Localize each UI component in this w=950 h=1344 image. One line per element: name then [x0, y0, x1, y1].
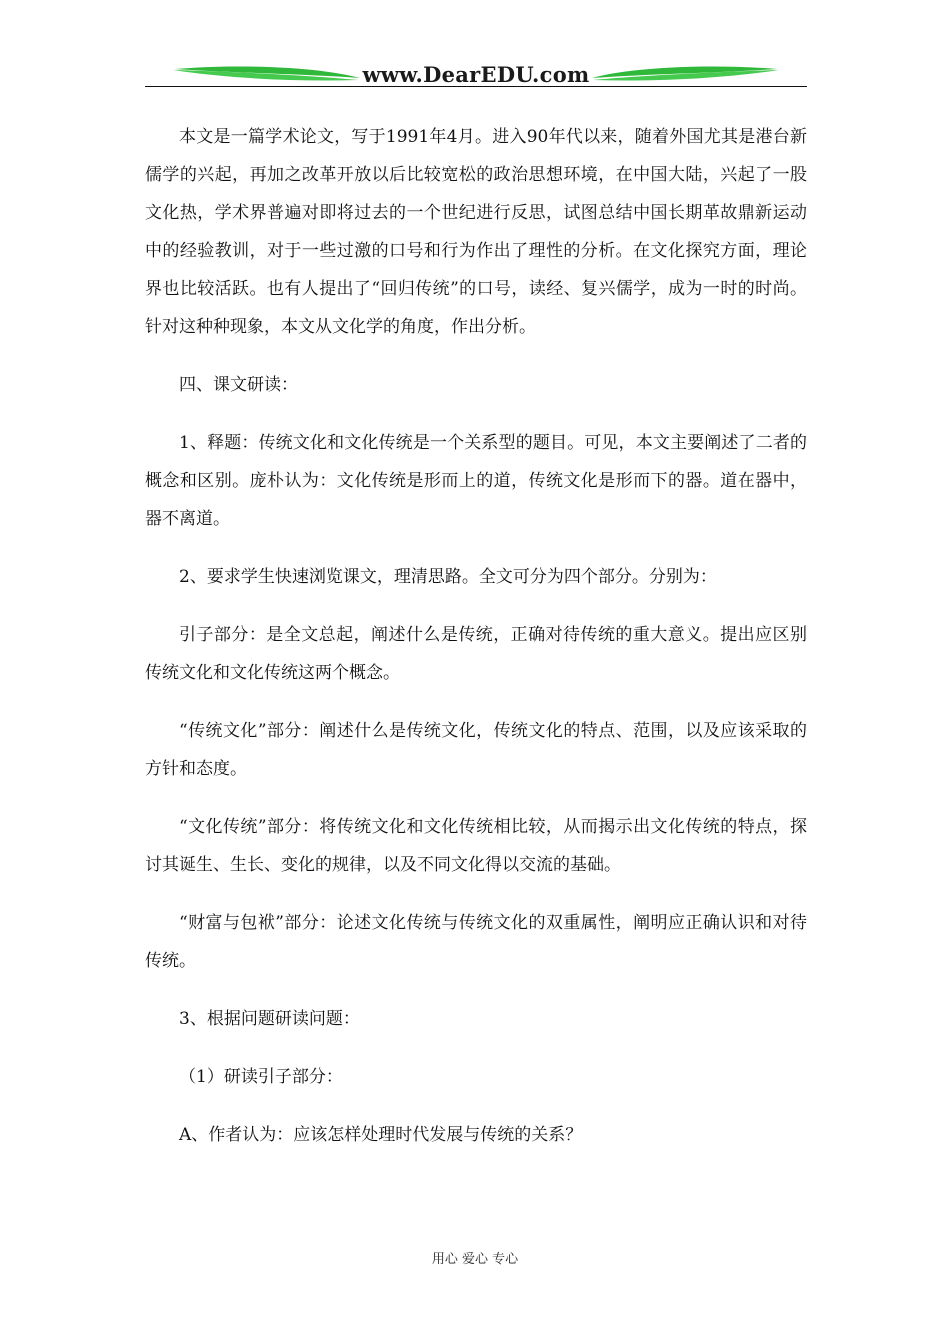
site-logo-text[interactable]: www.DearEDU.com: [362, 62, 590, 87]
paragraph-question-a: A、作者认为：应该怎样处理时代发展与传统的关系？: [179, 1125, 583, 1145]
paragraph-cultural-tradition-part: “文化传统”部分：将传统文化和文化传统相比较，从而揭示出文化传统的特点，探讨其诞生、生长、变化的规律，以及不同文化得以交流的基础。: [145, 817, 807, 875]
paragraph-question-study: 3、根据问题研读问题：: [179, 1009, 360, 1029]
section-heading-text-study: 四、课文研读：: [179, 375, 298, 395]
paragraph-study-intro-part: （1）研读引子部分：: [179, 1067, 343, 1087]
paragraph-intro: 本文是一篇学术论文，写于1991年4月。进入90年代以来，随着外国尤其是港台新儒学的兴起，再加之改革开放以后比较宽松的政治思想环境，在中国大陆，兴起了一股文化热，学术界普遍对即将过去的一个世纪进行反思，试图总结中国长期革故鼎新运动中的经验教训，对于一些过激的口号和行为作出了理性的分析。在文化探究方面，理论界也比较活跃。也有人提出了“回归传统”的口号，读经、复兴儒学，成为一时的时尚。针对这种种现象，本文从文化学的角度，作出分析。: [145, 127, 807, 337]
paragraph-structure-overview: 2、要求学生快速浏览课文，理清思路。全文可分为四个部分。分别为：: [179, 567, 717, 587]
header-divider: [145, 86, 807, 87]
paragraph-wealth-burden-part: “财富与包袱”部分：论述文化传统与传统文化的双重属性，阐明应正确认识和对待传统。: [145, 913, 807, 971]
paragraph-intro-part: 引子部分：是全文总起，阐述什么是传统，正确对待传统的重大意义。提出应区别传统文化和文化传统这两个概念。: [145, 625, 807, 683]
document-body: [145, 118, 807, 1154]
paragraph-traditional-culture-part: “传统文化”部分：阐述什么是传统文化，传统文化的特点、范围，以及应该采取的方针和态度。: [145, 721, 807, 779]
page-footer: 用心 爱心 专心: [431, 1252, 519, 1267]
paragraph-title-explanation: 1、释题：传统文化和文化传统是一个关系型的题目。可见，本文主要阐述了二者的概念和区别。庞朴认为：文化传统是形而上的道，传统文化是形而下的器。道在器中，器不离道。: [145, 433, 807, 529]
